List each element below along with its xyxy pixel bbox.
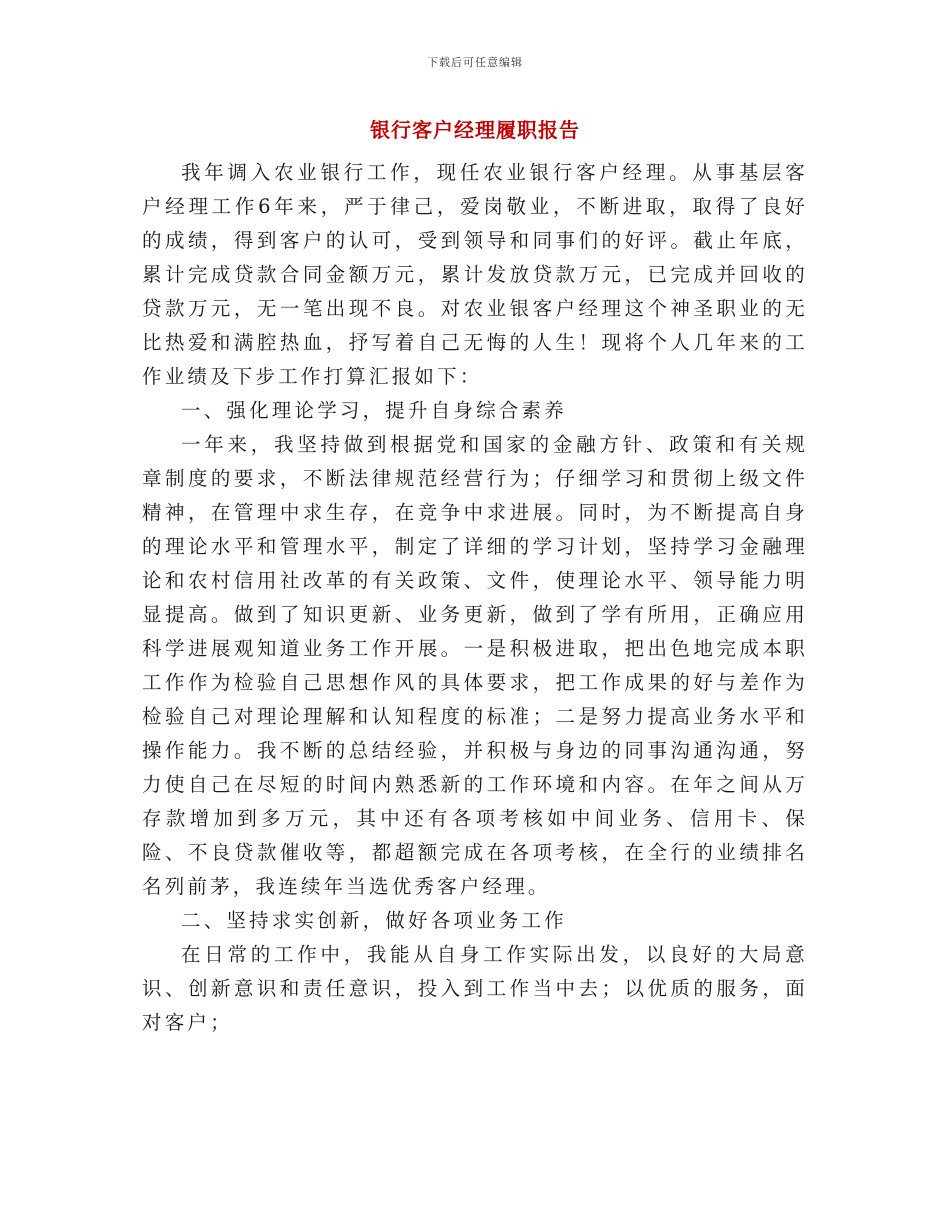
section-body-1: 一年来，我坚持做到根据党和国家的金融方针、政策和有关规章制度的要求，不断法律规范经营行为；仔细学习和贯彻上级文件精神，在管理中求生存，在竞争中求进展。同时，为不断提高自身的理论水平和管理水平，制定了详细的学习计划，坚持学习金融理论和农村信用社改革的有关政策、文件，使理论水平、领导能力明显提高。做到了知识更新、业务更新，做到了学有所用，正确应用科学进展观知道业务工作开展。一是积极进取，把出色地完成本职工作作为检验自己思想作风的具体要求，把工作成果的好与差作为检验自己对理论理解和认知程度的标准；二是努力提高业务水平和操作能力。我不断的总结经验，并积极与身边的同事沟通沟通，努力使自己在尽短的时间内熟悉新的工作环境和内容。在年之间从万存款增加到多万元，其中还有各项考核如中间业务、信用卡、保险、不良贷款催收等，都超额完成在各项考核，在全行的业绩排名名列前茅，我连续年当选优秀客户经理。 <box>142 433 808 898</box>
section-heading-1: 一、强化理论学习，提升自身综合素养 <box>181 399 567 422</box>
document-body <box>142 156 808 1040</box>
document-title: 银行客户经理履职报告 <box>370 118 580 142</box>
header-note: 下载后可任意编辑 <box>427 56 523 69</box>
intro-paragraph: 我年调入农业银行工作，现任农业银行客户经理。从事基层客户经理工作6年来，严于律己，爱岗敬业，不断进取，取得了良好的成绩，得到客户的认可，受到领导和同事们的好评。截止年底，累计完成贷款合同金额万元，累计发放贷款万元，已完成并回收的贷款万元，无一笔出现不良。对农业银客户经理这个神圣职业的无比热爱和满腔热血，抒写着自己无悔的人生！现将个人几年来的工作业绩及下步工作打算汇报如下： <box>142 161 808 388</box>
section-heading-2: 二、坚持求实创新，做好各项业务工作 <box>181 909 567 932</box>
section-body-2: 在日常的工作中，我能从自身工作实际出发，以良好的大局意识、创新意识和责任意识，投入到工作当中去；以优质的服务，面对客户； <box>142 943 808 1034</box>
